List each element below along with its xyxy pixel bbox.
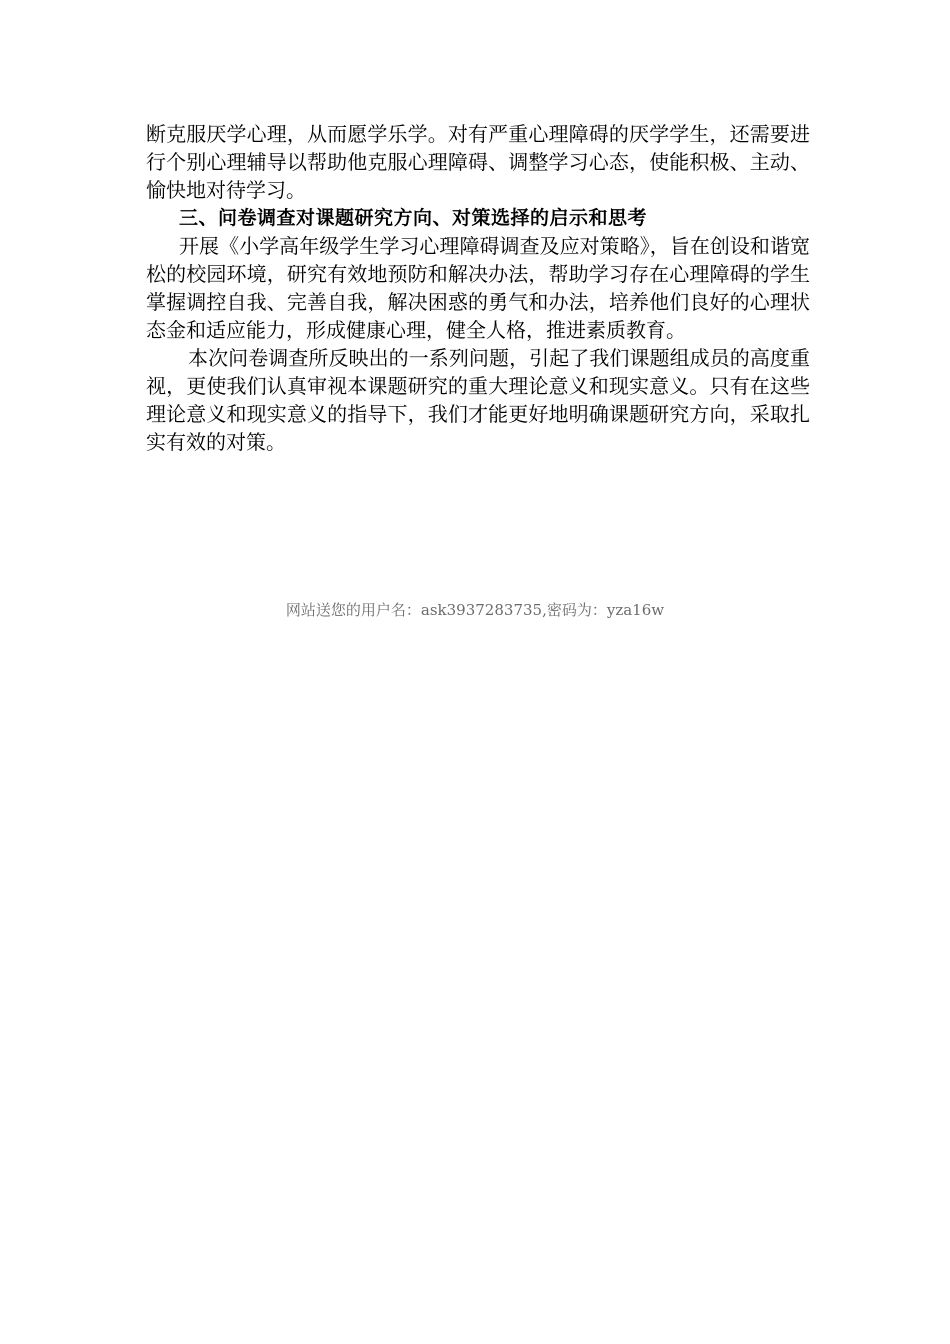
- paragraph-purpose: 开展《小学高年级学生学习心理障碍调查及应对策略》，旨在创设和谐宽松的校园环境，研究有效地预防和解决办法，帮助学习存在心理障碍的学生掌握调控自我、完善自我，解决困惑的勇气和办法，培养他们良好的心理状态金和适应能力，形成健康心理，健全人格，推进素质教育。: [146, 234, 810, 342]
- document-body: [146, 120, 810, 456]
- section-heading: 三、问卷调查对课题研究方向、对策选择的启示和思考: [179, 207, 648, 229]
- paragraph-survey-reflection: 本次问卷调查所反映出的一系列问题，引起了我们课题组成员的高度重视，更使我们认真审视本课题研究的重大理论意义和现实意义。只有在这些理论意义和现实意义的指导下，我们才能更好地明确课题研究方向，采取扎实有效的对策。: [146, 346, 810, 454]
- paragraph-continuation: 断克服厌学心理，从而愿学乐学。对有严重心理障碍的厌学学生，还需要进行个别心理辅导以帮助他克服心理障碍、调整学习心态，使能积极、主动、愉快地对待学习。: [146, 122, 810, 202]
- footer-credentials-note: 网站送您的用户名：ask3937283735,密码为：yza16w: [285, 601, 665, 619]
